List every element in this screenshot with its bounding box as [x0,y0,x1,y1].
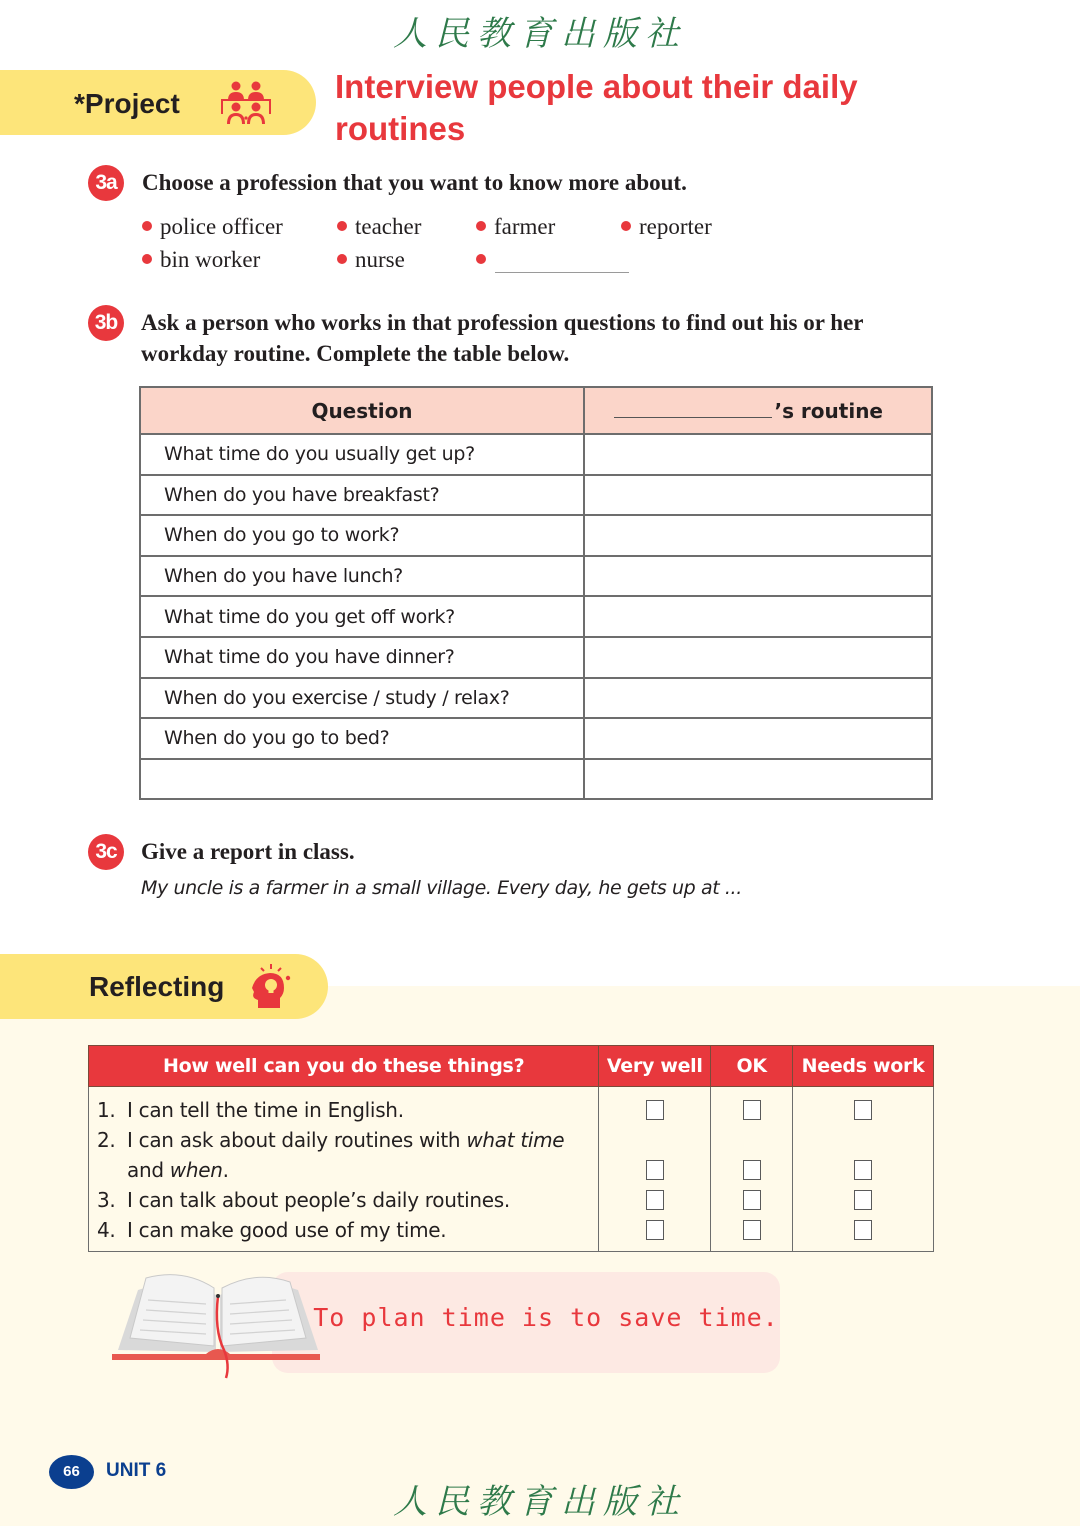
head-lightbulb-icon [250,962,292,1010]
task-3b-instruction-line2: workday routine. Complete the table below. [141,341,570,366]
checkbox-very-well[interactable] [646,1220,664,1240]
task-badge-3a: 3a [88,165,124,201]
publisher-logo-bottom: 人民教育出版社 [393,1482,687,1522]
task-badge-3c: 3c [88,834,124,870]
answer-cell[interactable] [584,718,932,759]
answer-cell[interactable] [584,596,932,637]
task-3b-instruction-line1: Ask a person who works in that profession questions to find out his or her [141,310,864,335]
column-header-ok: OK [711,1046,793,1087]
checkbox-ok[interactable] [743,1220,761,1240]
group-meeting-icon [217,80,275,126]
answer-cell[interactable] [584,434,932,475]
checkbox-ok[interactable] [743,1100,761,1120]
profession-option[interactable]: teacher [337,214,421,240]
profession-option[interactable]: nurse [337,247,405,273]
task-3a-instruction: Choose a profession that you want to know more about. [142,170,687,195]
profession-option[interactable]: police officer [142,214,283,240]
skill-item: 2. I can ask about daily routines with what time and when. [97,1128,565,1182]
table-row [140,556,932,597]
checkbox-ok[interactable] [743,1160,761,1180]
checkbox-very-well[interactable] [646,1190,664,1210]
column-header-skill: How well can you do these things? [89,1046,599,1087]
skill-item: 4. I can make good use of my time. [97,1218,447,1242]
bullet-icon [142,254,152,264]
name-blank[interactable] [614,404,772,418]
question-cell: When do you exercise / study / relax? [140,678,584,719]
checkbox-needs-work[interactable] [854,1220,872,1240]
question-cell-blank[interactable] [140,759,584,800]
column-header-needs-work: Needs work [793,1046,934,1087]
question-cell: When do you have breakfast? [140,475,584,516]
table-row [140,678,932,719]
checkbox-needs-work[interactable] [854,1190,872,1210]
question-cell: When do you go to work? [140,515,584,556]
table-row [140,637,932,678]
question-cell: What time do you have dinner? [140,637,584,678]
report-example: My uncle is a farmer in a small village. Every day, he gets up at ... [141,877,742,899]
column-header-routine: ’s routine [584,387,932,434]
question-cell: What time do you usually get up? [140,434,584,475]
table-row [140,515,932,556]
profession-option[interactable]: reporter [621,214,712,240]
page-number-badge: 66 [49,1455,94,1489]
skill-item: 1. I can tell the time in English. [97,1098,404,1122]
bullet-icon [337,254,347,264]
routine-table [139,386,933,800]
profession-option-custom[interactable] [476,247,494,273]
checkbox-very-well[interactable] [646,1160,664,1180]
unit-label: UNIT 6 [106,1460,167,1481]
question-cell: When do you have lunch? [140,556,584,597]
task-3c-instruction: Give a report in class. [141,839,355,864]
table-row-blank [140,759,932,800]
task-badge-3b: 3b [88,305,124,341]
bullet-icon [142,221,152,231]
bullet-icon [476,221,486,231]
bullet-icon [476,254,486,264]
self-assessment-table [88,1045,934,1252]
answer-cell[interactable] [584,678,932,719]
column-header-question: Question [140,387,584,434]
table-header-row [140,387,932,434]
publisher-logo-top: 人民教育出版社 [393,14,687,54]
table-row [89,1087,934,1252]
answer-cell[interactable] [584,637,932,678]
project-title: Interview people about their daily routines [335,68,858,147]
needs-work-column [793,1087,934,1252]
motto-text: To plan time is to save time. [313,1303,779,1332]
checkbox-ok[interactable] [743,1190,761,1210]
bullet-icon [621,221,631,231]
table-row [140,475,932,516]
very-well-column [599,1087,711,1252]
table-row [140,434,932,475]
table-row [140,596,932,637]
skill-list [89,1087,599,1252]
bullet-icon [337,221,347,231]
answer-cell[interactable] [584,556,932,597]
answer-cell[interactable] [584,515,932,556]
reflecting-section-label: Reflecting [89,971,225,1002]
checkbox-needs-work[interactable] [854,1160,872,1180]
profession-option[interactable]: bin worker [142,247,260,273]
checkbox-very-well[interactable] [646,1100,664,1120]
custom-profession-blank[interactable] [495,272,629,273]
skill-item: 3. I can talk about people’s daily routines. [97,1188,510,1212]
question-cell: When do you go to bed? [140,718,584,759]
project-section-label: *Project [74,88,180,119]
checkbox-needs-work[interactable] [854,1100,872,1120]
column-header-very-well: Very well [599,1046,711,1087]
ok-column [711,1087,793,1252]
answer-cell[interactable] [584,475,932,516]
answer-cell[interactable] [584,759,932,800]
table-row [140,718,932,759]
table-header-row [89,1046,934,1087]
question-cell: What time do you get off work? [140,596,584,637]
profession-option[interactable]: farmer [476,214,555,240]
